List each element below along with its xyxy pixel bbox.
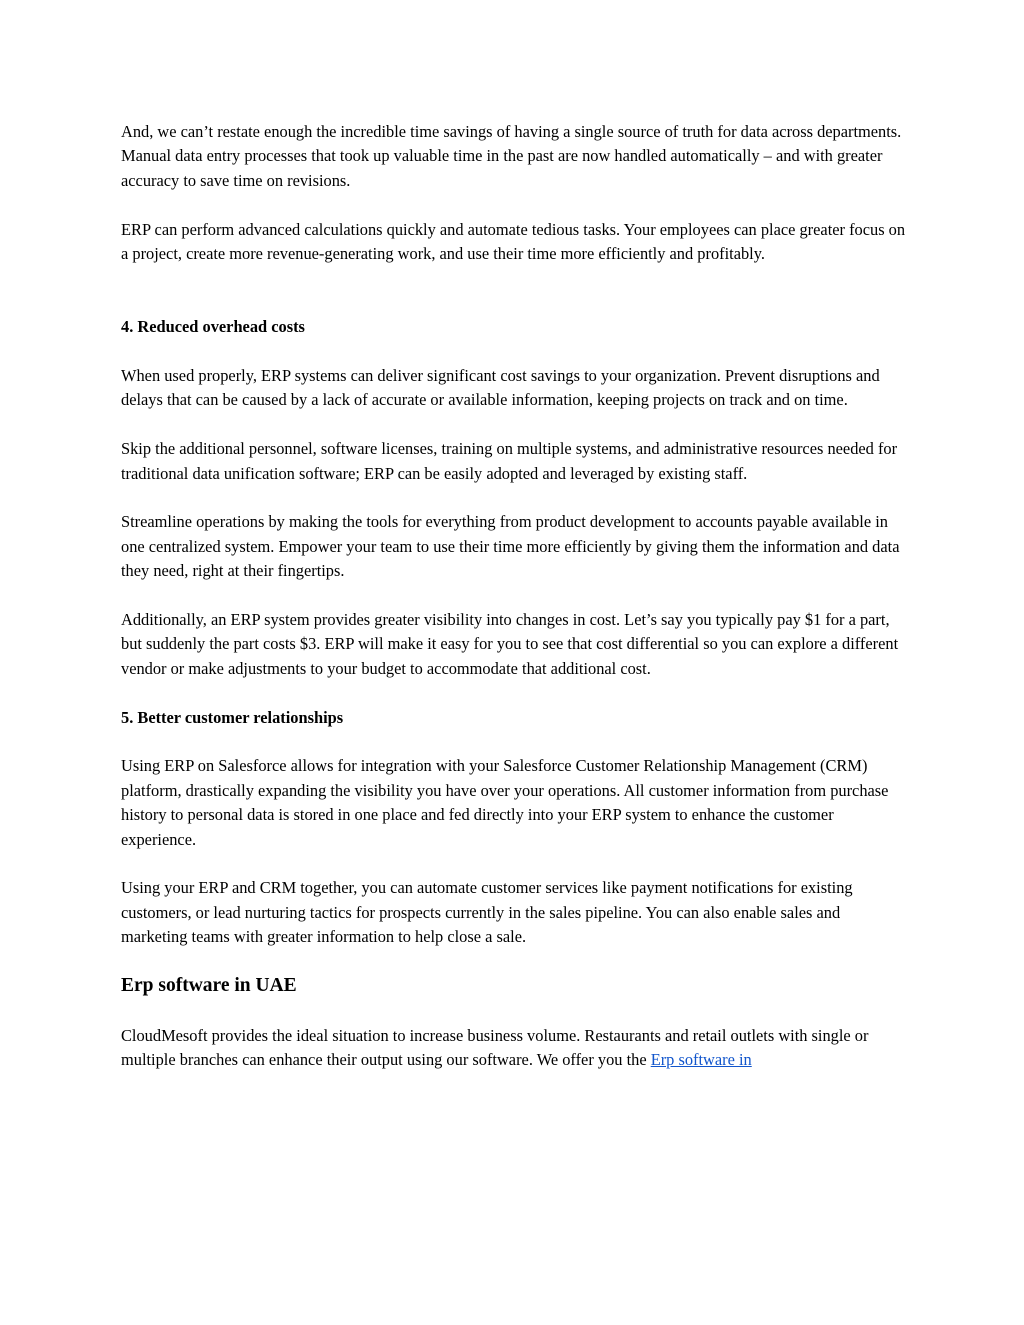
document-page	[121, 120, 907, 1072]
paragraph-advanced-calculations: ERP can perform advanced calculations quickly and automate tedious tasks. Your employees can place greater focus on a project, create more revenue-generating work, and use their time more efficiently and profitably.	[121, 219, 906, 264]
paragraph-cost-visibility: Additionally, an ERP system provides greater visibility into changes in cost. Let’s say you typically pay $1 for a part, but suddenly the part costs $3. ERP will make it easy for you to see that cost differential so you can explore a different vendor or make adjustments to your budget to accommodate that additional cost.	[121, 610, 899, 678]
heading-reduced-overhead-costs: 4. Reduced overhead costs	[121, 317, 305, 337]
paragraph-cost-savings: When used properly, ERP systems can deliver significant cost savings to your organization. Prevent disruptions and delays that can be caused by a lack of accurate or available information, keeping projects on track and on time.	[121, 366, 880, 410]
paragraph-time-savings: And, we can’t restate enough the incredible time savings of having a single source of truth for data across departments. Manual data entry processes that took up valuable time in the past are now handled automatically – and with greater accuracy to save time on revisions.	[121, 122, 902, 190]
paragraph-skip-personnel: Skip the additional personnel, software licenses, training on multiple systems, and administrative resources needed for traditional data unification software; ERP can be easily adopted and leveraged by existing staff.	[121, 439, 898, 483]
paragraph-cloudmesoft	[121, 1024, 907, 1073]
paragraph-erp-crm-together: Using your ERP and CRM together, you can automate customer services like payment notifications for existing customers, or lead nurturing tactics for prospects currently in the sales pipeline. You can also enable sales and marketing teams with greater information to help close a sale.	[121, 878, 853, 947]
paragraph-streamline-operations: Streamline operations by making the tools for everything from product development to accounts payable available in one centralized system. Empower your team to use their time more efficiently by giving them the information and data they need, right at their fingertips.	[121, 512, 900, 581]
erp-software-link[interactable]: Erp software in	[650, 1050, 752, 1070]
paragraph-salesforce-integration: Using ERP on Salesforce allows for integration with your Salesforce Customer Relationship Management (CRM) platform, drastically expanding the visibility you have over your operations. All customer information from purchase history to personal data is stored in one place and fed directly into your ERP system to enhance the customer experience.	[121, 756, 889, 849]
heading-erp-software-uae: Erp software in UAE	[121, 974, 297, 996]
paragraph-cloudmesoft-text: CloudMesoft provides the ideal situation to increase business volume. Restaurants and retail outlets with single or multiple branches can enhance their output using our software. We offer you the	[121, 1025, 869, 1070]
heading-better-customer-relationships: 5. Better customer relationships	[121, 707, 344, 727]
